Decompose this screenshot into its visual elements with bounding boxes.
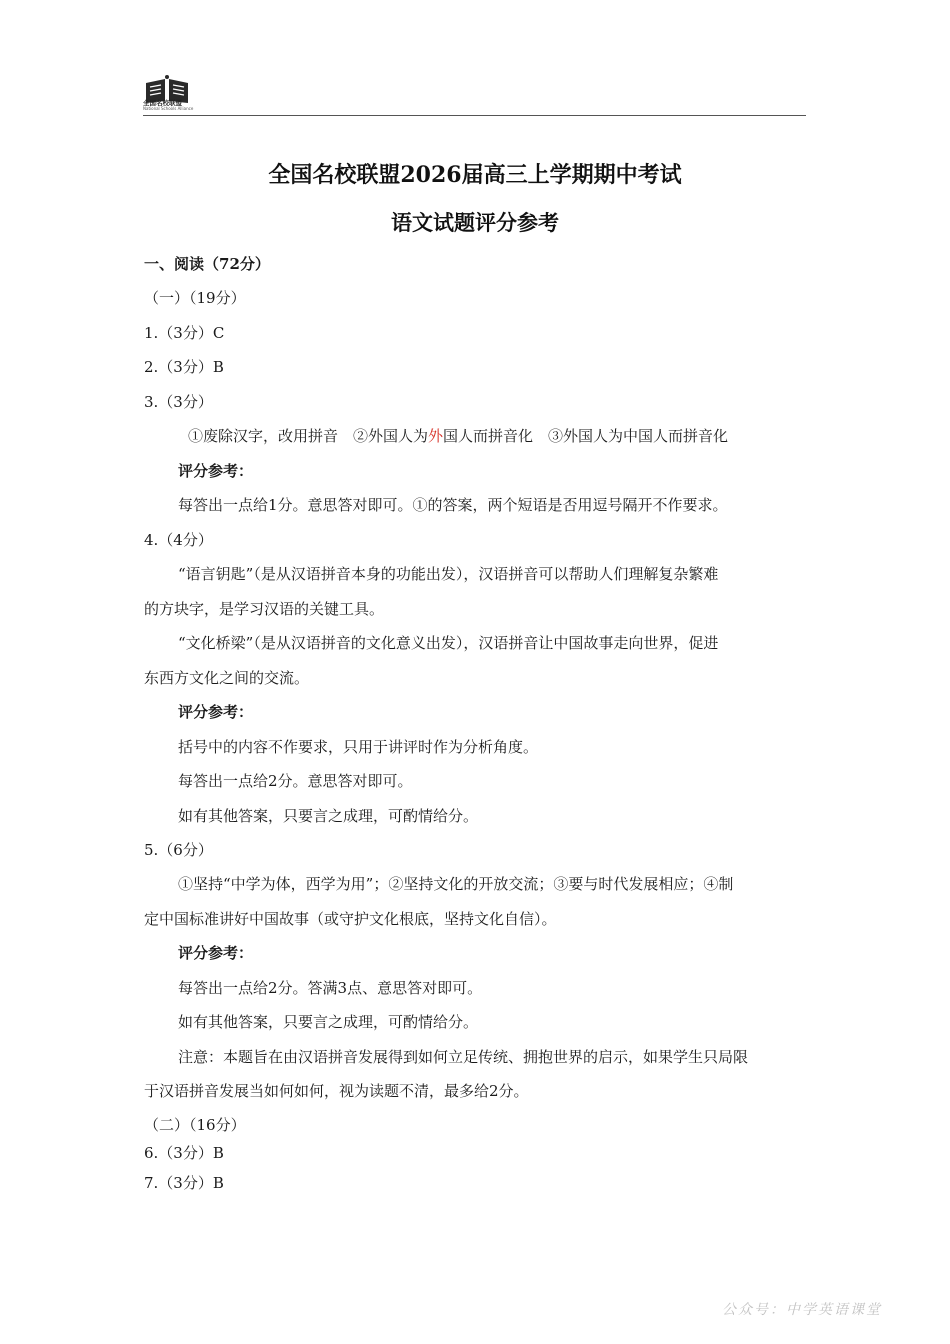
question-4-scoring-1: 括号中的内容不作要求，只用于讲评时作为分析角度。: [178, 738, 539, 756]
document-subtitle: 语文试题评分参考: [391, 210, 559, 235]
question-3-answer: [188, 426, 728, 446]
question-4-heading: 4.（4分）: [144, 531, 213, 549]
watermark: 公众号：中学英语课堂: [722, 1302, 882, 1318]
question-5-answer-line-1: ①坚持“中学为体，西学为用”；②坚持文化的开放交流；③要与时代发展相应；④制: [178, 875, 734, 893]
question-4-scoring-2: 每答出一点给2分。意思答对即可。: [178, 772, 413, 790]
question-5-scoring-label: 评分参考：: [178, 944, 254, 962]
question-4-answer-1-line-2: 的方块字，是学习汉语的关键工具。: [144, 600, 385, 618]
question-5-note-line-2: 于汉语拼音发展当如何如何，视为读题不清，最多给2分。: [144, 1082, 529, 1100]
question-4-scoring-3: 如有其他答案，只要言之成理，可酌情给分。: [178, 807, 479, 825]
question-6-answer: 6.（3分）B: [144, 1144, 224, 1162]
question-3-answer-part-b: 国人而拼音化 ③外国人为中国人而拼音化: [443, 427, 729, 445]
question-2-answer: 2.（3分）B: [144, 358, 224, 376]
part-heading-2: （二）（16分）: [144, 1116, 246, 1134]
question-5-scoring-1: 每答出一点给2分。答满3点、意思答对即可。: [178, 979, 483, 997]
question-3-scoring-label: 评分参考：: [178, 462, 254, 480]
logo-subtitle: National Schools Alliance: [143, 106, 194, 111]
question-3-answer-part-a: ①废除汉字，改用拼音 ②外国人为: [188, 427, 429, 445]
question-5-heading: 5.（6分）: [144, 841, 213, 859]
question-5-scoring-2: 如有其他答案，只要言之成理，可酌情给分。: [178, 1013, 479, 1031]
page-header: [143, 68, 806, 118]
question-3-heading: 3.（3分）: [144, 393, 213, 411]
header-divider: [143, 115, 806, 116]
question-5-answer-line-2: 定中国标准讲好中国故事（或守护文化根底，坚持文化自信）。: [144, 910, 557, 928]
question-4-answer-2-line-2: 东西方文化之间的交流。: [144, 669, 310, 687]
question-4-answer-2-line-1: “文化桥梁”（是从汉语拼音的文化意义出发），汉语拼音让中国故事走向世界，促进: [178, 634, 719, 652]
question-3-scoring-text: 每答出一点给1分。意思答对即可。①的答案，两个短语是否用逗号隔开不作要求。: [178, 496, 728, 514]
question-4-scoring-label: 评分参考：: [178, 703, 254, 721]
question-7-answer: 7.（3分）B: [144, 1174, 224, 1192]
question-4-answer-1-line-1: “语言钥匙”（是从汉语拼音本身的功能出发），汉语拼音可以帮助人们理解复杂繁难: [178, 565, 719, 583]
part-heading-1: （一）（19分）: [144, 289, 246, 307]
question-1-answer: 1.（3分）C: [144, 324, 225, 342]
logo-name: 全国名校联盟: [143, 99, 182, 107]
document-title: 全国名校联盟2026届高三上学期期中考试: [268, 162, 682, 188]
question-5-note-line-1: 注意：本题旨在由汉语拼音发展得到如何立足传统、拥抱世界的启示，如果学生只局限: [178, 1048, 749, 1066]
section-heading-reading: 一、阅读（72分）: [144, 255, 270, 273]
question-3-answer-highlight: 外: [428, 427, 444, 445]
